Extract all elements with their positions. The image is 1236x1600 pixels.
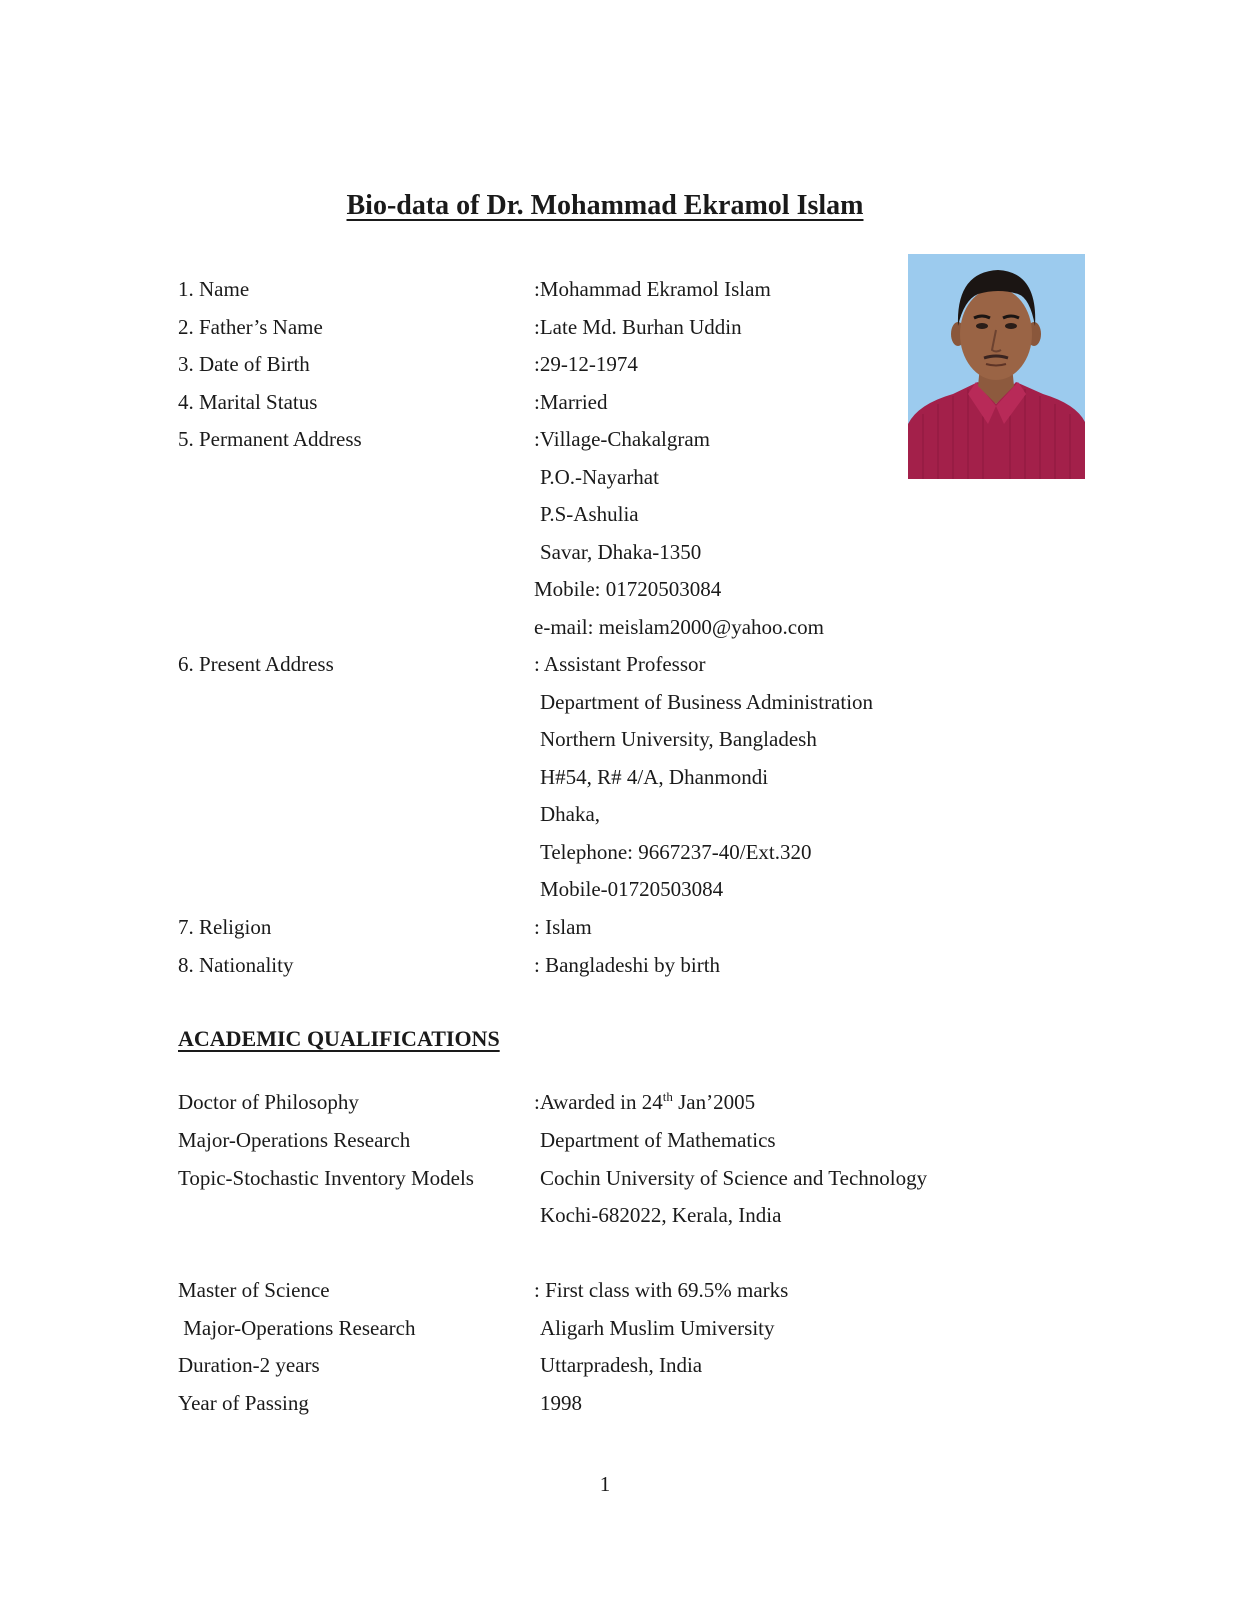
phd-location: Kochi-682022, Kerala, India	[540, 1203, 782, 1227]
msc-location: Uttarpradesh, India	[540, 1353, 703, 1377]
msc-duration-label: Duration-2 years	[178, 1353, 320, 1377]
nationality-value: : Bangladeshi by birth	[534, 953, 721, 977]
page-number: 1	[599, 1472, 611, 1496]
phd-awarded-ordinal: th	[662, 1089, 673, 1104]
religion-label: 7. Religion	[178, 915, 272, 939]
msc-major-label: Major-Operations Research	[178, 1316, 416, 1340]
permanent-address-line: P.O.-Nayarhat	[540, 465, 659, 489]
permanent-address-line: P.S-Ashulia	[540, 502, 639, 526]
present-telephone: Telephone: 9667237-40/Ext.320	[540, 840, 812, 864]
present-address-line: Department of Business Administration	[540, 690, 874, 714]
permanent-mobile: Mobile: 01720503084	[534, 577, 722, 601]
academic-qualifications-heading: ACADEMIC QUALIFICATIONS	[178, 1026, 500, 1051]
msc-year-value: 1998	[540, 1391, 582, 1415]
marital-status-value: :Married	[534, 390, 608, 414]
father-name-value: :Late Md. Burhan Uddin	[534, 315, 742, 339]
msc-year-label: Year of Passing	[178, 1391, 309, 1415]
date-of-birth-value: :29-12-1974	[534, 352, 638, 376]
father-name-label: 2. Father’s Name	[178, 315, 323, 339]
present-address-line: Northern University, Bangladesh	[540, 727, 817, 751]
religion-value: : Islam	[534, 915, 592, 939]
phd-topic-label: Topic-Stochastic Inventory Models	[178, 1166, 474, 1190]
phd-awarded-prefix: :Awarded in 24	[534, 1090, 663, 1114]
date-of-birth-label: 3. Date of Birth	[178, 352, 310, 376]
phd-label: Doctor of Philosophy	[178, 1090, 359, 1114]
present-address-label: 6. Present Address	[178, 652, 334, 676]
phd-awarded	[534, 1088, 755, 1116]
nationality-label: 8. Nationality	[178, 953, 294, 977]
marital-status-label: 4. Marital Status	[178, 390, 318, 414]
present-address-line: : Assistant Professor	[534, 652, 706, 676]
profile-photo	[908, 254, 1085, 479]
phd-department: Department of Mathematics	[540, 1128, 776, 1152]
name-label: 1. Name	[178, 277, 250, 301]
permanent-address-line: :Village-Chakalgram	[534, 427, 711, 451]
document-title	[0, 186, 1210, 226]
present-address-line: Dhaka,	[540, 802, 601, 826]
msc-university: Aligarh Muslim Umiversity	[540, 1316, 775, 1340]
permanent-email: e-mail: meislam2000@yahoo.com	[534, 615, 824, 639]
phd-university: Cochin University of Science and Technology	[540, 1166, 928, 1190]
phd-major-label: Major-Operations Research	[178, 1128, 411, 1152]
name-value: :Mohammad Ekramol Islam	[534, 277, 771, 301]
permanent-address-line: Savar, Dhaka-1350	[540, 540, 702, 564]
msc-result: : First class with 69.5% marks	[534, 1278, 789, 1302]
permanent-address-label: 5. Permanent Address	[178, 427, 362, 451]
present-address-line: H#54, R# 4/A, Dhanmondi	[540, 765, 769, 789]
document-title-text: Bio-data of Dr. Mohammad Ekramol Islam	[346, 190, 864, 221]
phd-awarded-suffix: Jan’2005	[672, 1090, 756, 1114]
present-mobile: Mobile-01720503084	[540, 877, 724, 901]
msc-label: Master of Science	[178, 1278, 330, 1302]
